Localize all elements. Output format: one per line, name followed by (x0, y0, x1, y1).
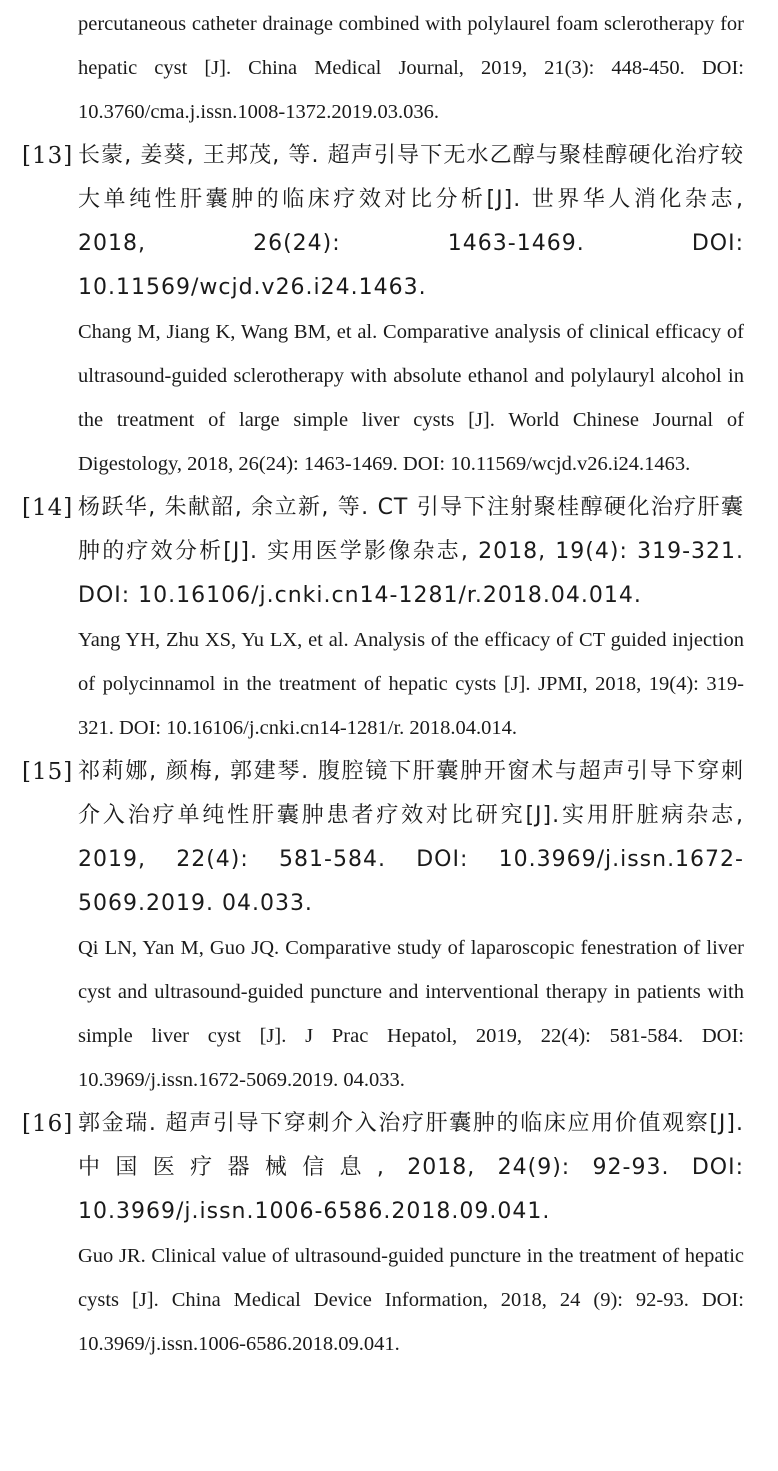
reference-entry-15 (22, 750, 744, 1102)
reference-entry-16 (22, 1102, 744, 1366)
reference-entry-14 (22, 486, 744, 750)
reference-entry-13 (22, 134, 744, 486)
reference-number: [13] (22, 143, 74, 169)
reference-english-text: Chang M, Jiang K, Wang BM, et al. Comparative analysis of clinical efficacy of ultrasound-guided sclerotherapy with absolute ethanol and polylauryl alcohol in the treatment of large simple liver cysts [J]. World Chinese Journal of Digestology, 2018, 26(24): 1463-1469. DOI: 10.11569/wcjd.v26.i24.1463. (78, 321, 744, 475)
reference-chinese-text: 长蒙, 姜葵, 王邦茂, 等. 超声引导下无水乙醇与聚桂醇硬化治疗较大单纯性肝囊肿的临床疗效对比分析[J]. 世界华人消化杂志, 2018, 26(24): 1463-1469. DOI: 10.11569/wcjd.v26.i24.1463. (78, 143, 744, 300)
reference-number: [14] (22, 495, 74, 521)
reference-chinese-text: 杨跃华, 朱献韶, 余立新, 等. CT 引导下注射聚桂醇硬化治疗肝囊肿的疗效分析[J]. 实用医学影像杂志, 2018, 19(4): 319-321. DOI: 10.16106/j.cnki.cn14-1281/r.2018.04.014. (78, 495, 744, 608)
reference-number: [16] (22, 1111, 74, 1137)
reference-english-text: percutaneous catheter drainage combined with polylaurel foam sclerotherapy for hepatic cyst [J]. China Medical Journal, 2019, 21(3): 448-450. DOI: 10.3760/cma.j.issn.1008-1372.2019.03.036. (78, 13, 744, 123)
reference-english-text: Qi LN, Yan M, Guo JQ. Comparative study of laparoscopic fenestration of liver cyst and ultrasound-guided puncture and interventional therapy in patients with simple liver cyst [J]. J Prac Hepatol, 2019, 22(4): 581-584. DOI: 10.3969/j.issn.1672-5069.2019. 04.033. (78, 937, 744, 1091)
reference-number: [15] (22, 759, 74, 785)
reference-chinese-text: 郭金瑞. 超声引导下穿刺介入治疗肝囊肿的临床应用价值观察[J]. 中国医疗器械信息, 2018, 24(9): 92-93. DOI: 10.3969/j.issn.1006-6586.2018.09.041. (78, 1111, 744, 1224)
reference-english-text: Guo JR. Clinical value of ultrasound-guided puncture in the treatment of hepatic cysts [J]. China Medical Device Information, 2018, 24 (9): 92-93. DOI: 10.3969/j.issn.1006-6586.2018.09.041. (78, 1245, 744, 1355)
reference-chinese-text: 祁莉娜, 颜梅, 郭建琴. 腹腔镜下肝囊肿开窗术与超声引导下穿刺介入治疗单纯性肝囊肿患者疗效对比研究[J].实用肝脏病杂志, 2019, 22(4): 581-584. DOI: 10.3969/j.issn.1672-5069.2019. 04.033. (78, 759, 744, 916)
reference-continuation (22, 2, 744, 134)
reference-english-text: Yang YH, Zhu XS, Yu LX, et al. Analysis of the efficacy of CT guided injection of polycinnamol in the treatment of hepatic cysts [J]. JPMI, 2018, 19(4): 319-321. DOI: 10.16106/j.cnki.cn14-1281/r. 2018.04.014. (78, 629, 744, 739)
